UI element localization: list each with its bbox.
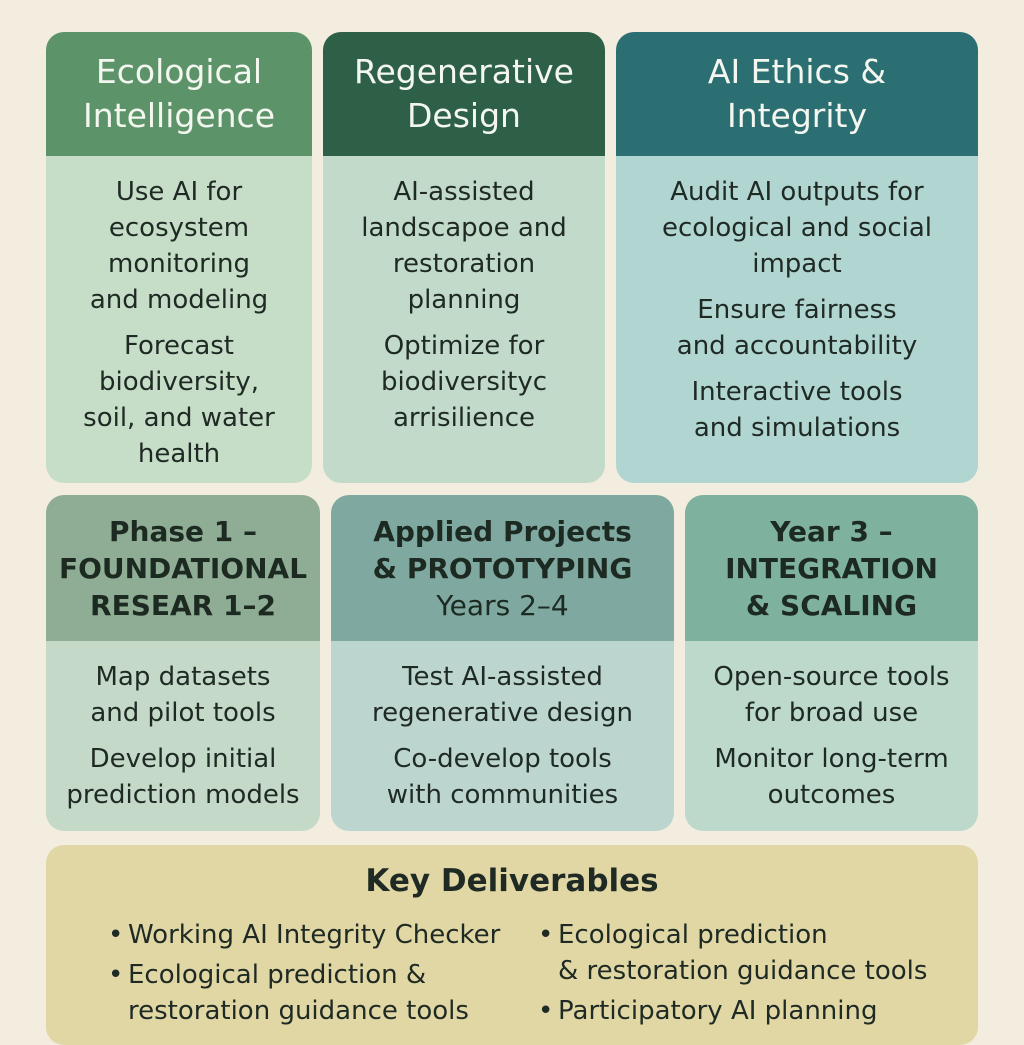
card-title: Regenerative Design [323, 32, 605, 156]
card-item: Interactive tools and simulations [691, 377, 903, 443]
deliverable-item [108, 957, 528, 1029]
deliverables-title: Key Deliverables [365, 863, 659, 899]
phase-card-integration [685, 495, 978, 831]
card-item: Use AI for ecosystem monitoring and modeling [89, 177, 269, 315]
phase-body [331, 641, 674, 831]
card-item: Audit AI outputs for ecological and social impact [661, 177, 933, 279]
card-item: Optimize for biodiversityc arrisilience [380, 331, 548, 433]
phase-title: Phase 1 – FOUNDATIONAL RESEAR 1–2 [58, 514, 308, 622]
bullet-icon: • [538, 996, 554, 1026]
card-item: AI-assisted landscapoe and restoration planning [361, 177, 567, 315]
bullet-icon: • [108, 920, 124, 950]
phase-item: Develop initial prediction models [66, 744, 300, 810]
deliverable-text: Ecological prediction & restoration guidance tools [558, 920, 928, 986]
deliverable-item [108, 917, 528, 953]
deliverable-text: Participatory AI planning [558, 996, 878, 1026]
deliverable-text: Working AI Integrity Checker [128, 920, 501, 950]
card-body [323, 156, 605, 483]
card-title: AI Ethics & Integrity [616, 32, 978, 156]
deliverables-right-column [538, 917, 968, 1033]
phase-item: Test AI-assisted regenerative design [371, 662, 634, 728]
phase-item: Co-develop tools with communities [386, 744, 619, 810]
phase-item: Map datasets and pilot tools [90, 662, 276, 728]
phase-item: Monitor long-term outcomes [714, 744, 949, 810]
card-item: Forecast biodiversity, soil, and water health [83, 331, 275, 469]
card-ecological-intelligence [46, 32, 312, 483]
deliverable-text: Ecological prediction & restoration guidance tools [128, 960, 469, 1026]
card-body [616, 156, 978, 483]
phase-body [46, 641, 320, 831]
deliverable-item [538, 917, 968, 989]
phase-item: Open-source tools for broad use [713, 662, 950, 728]
phase-subtitle: Years 2–4 [436, 588, 569, 622]
phase-card-prototyping [331, 495, 674, 831]
card-item: Ensure fairness and accountability [676, 295, 918, 361]
bullet-icon: • [108, 960, 124, 990]
card-regenerative-design [323, 32, 605, 483]
phase-header [685, 495, 978, 641]
phase-title: Year 3 – INTEGRATION & SCALING [725, 514, 938, 622]
card-ai-ethics-integrity [616, 32, 978, 483]
key-deliverables-panel [46, 845, 978, 1045]
phase-header [46, 495, 320, 641]
deliverables-left-column [108, 917, 528, 1033]
phase-header [331, 495, 674, 641]
phase-title: Applied Projects & PROTOTYPING [372, 514, 633, 585]
card-body [46, 156, 312, 483]
phase-card-foundational [46, 495, 320, 831]
phase-body [685, 641, 978, 831]
bullet-icon: • [538, 920, 554, 950]
card-title: Ecological Intelligence [46, 32, 312, 156]
